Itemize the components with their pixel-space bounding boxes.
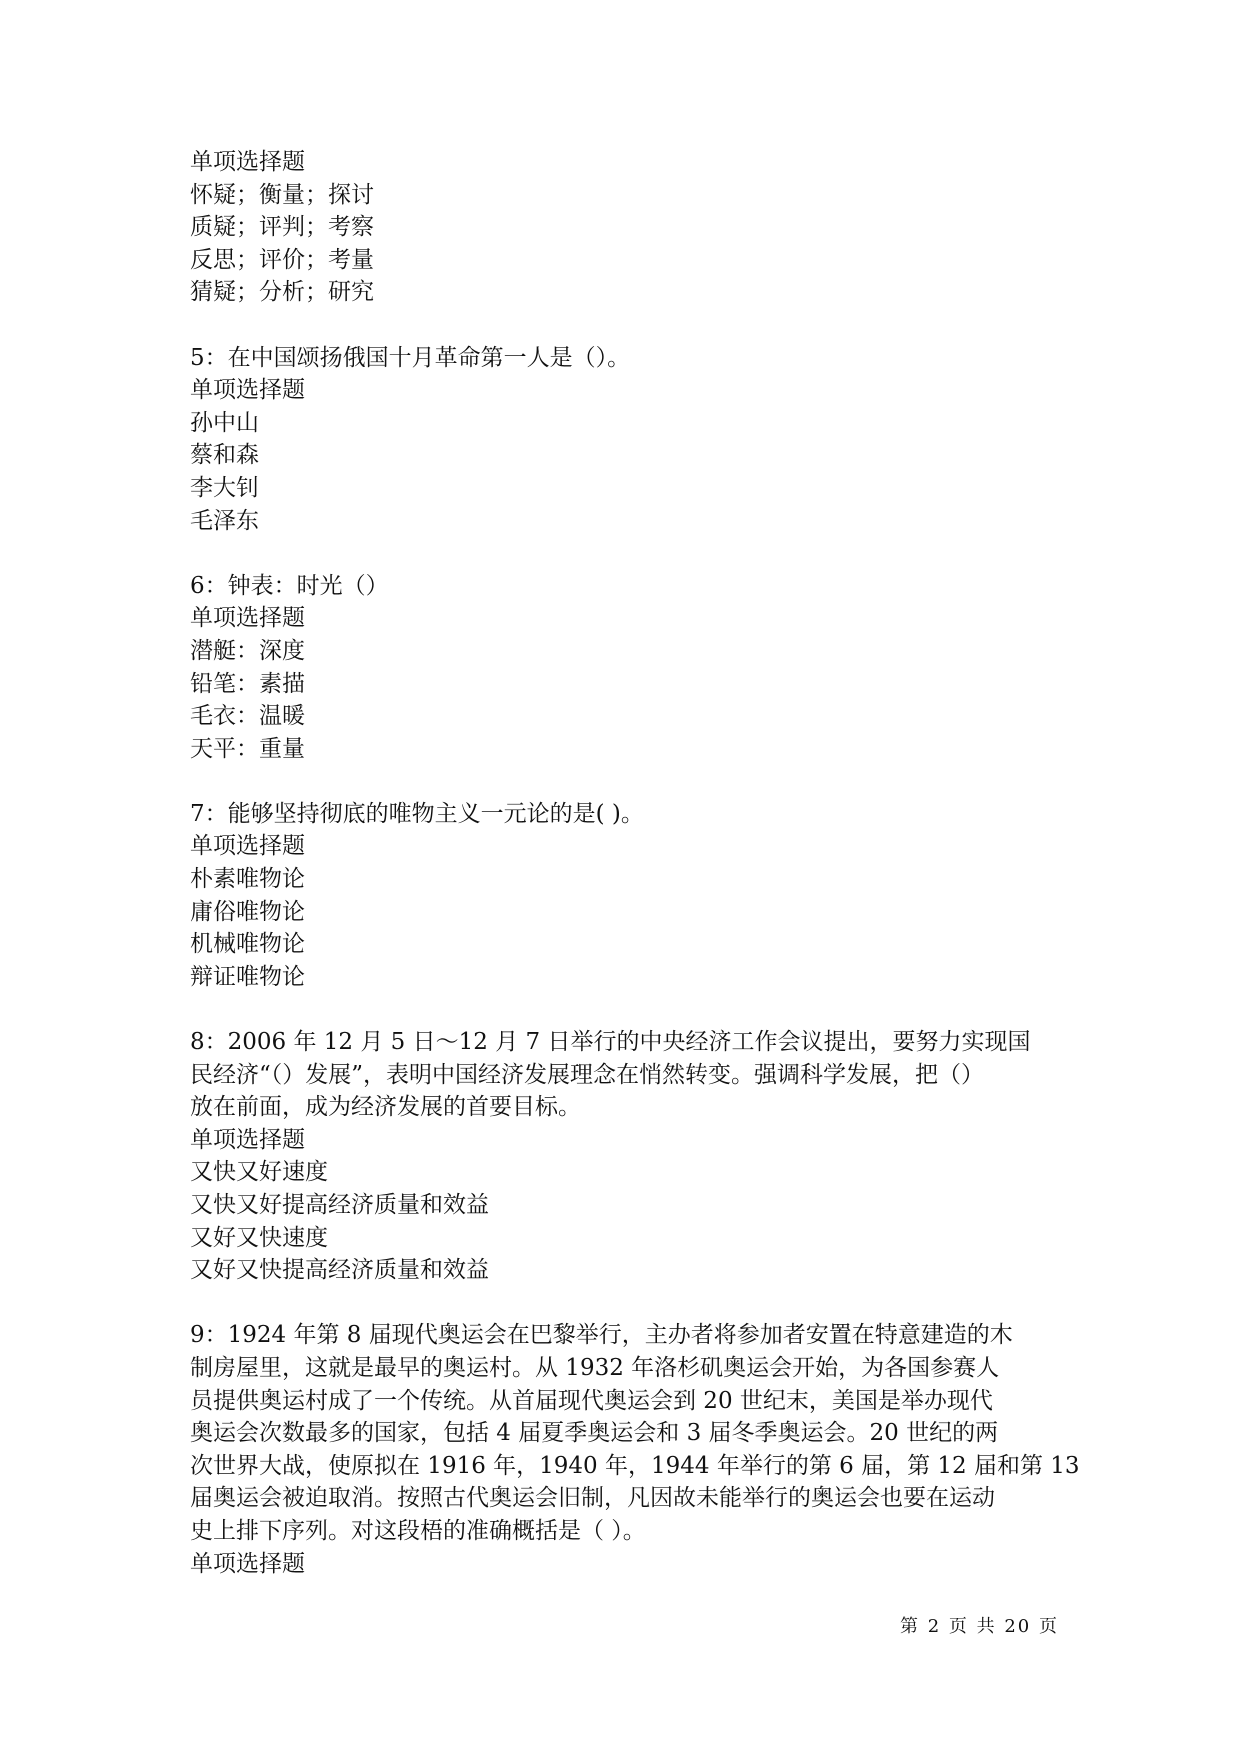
question-text-line-3: 员提供奥运村成了一个传统。从首届现代奥运会到 20 世纪末，美国是举办现代 [190,1387,993,1414]
question-type-label: 单项选择题 [190,377,305,404]
question-8-block [190,1026,1060,1287]
option-a: 朴素唯物论 [190,866,305,893]
option-a: 怀疑；衡量；探讨 [190,181,374,208]
option-d: 又好又快提高经济质量和效益 [190,1257,489,1284]
spacer [190,309,1060,342]
question-9-block [190,1319,1080,1580]
question-6-block [190,570,1060,766]
option-a: 潜艇：深度 [190,637,305,664]
spacer [190,993,1060,1026]
question-text: 6：钟表：时光（） [190,572,389,599]
option-a: 又快又好速度 [190,1159,328,1186]
option-b: 蔡和森 [190,442,259,469]
option-b: 又快又好提高经济质量和效益 [190,1192,489,1218]
option-d: 猜疑；分析；研究 [190,279,374,306]
spacer [190,1287,1060,1320]
option-b: 铅笔：素描 [190,670,305,697]
option-d: 辩证唯物论 [190,963,305,990]
question-text-line-5: 次世界大战，使原拟在 1916 年，1940 年，1944 年举行的第 6 届，第 12 届和第 13 [190,1452,1080,1479]
question-text-line-3: 放在前面，成为经济发展的首要目标。 [190,1094,581,1121]
spacer [190,537,1060,570]
option-b: 质疑；评判；考察 [190,214,374,241]
option-d: 天平：重量 [190,735,305,762]
question-text-line-2: 民经济“（）发展”，表明中国经济发展理念在悄然转变。强调科学发展，把（） [190,1061,985,1088]
question-text-line-6: 届奥运会被迫取消。按照古代奥运会旧制，凡因故未能举行的奥运会也要在运动 [190,1485,995,1512]
question-text-line-1: 9：1924 年第 8 届现代奥运会在巴黎举行，主办者将参加者安置在特意建造的木 [190,1322,1013,1349]
page-number-footer: 第 2 页 共 20 页 [900,1616,1059,1637]
option-a: 孙中山 [190,409,259,436]
spacer [190,765,1060,798]
question-4-block [190,146,1060,309]
option-b: 庸俗唯物论 [190,898,305,925]
question-text: 7：能够坚持彻底的唯物主义一元论的是( )。 [190,800,644,827]
question-type-label: 单项选择题 [190,833,305,860]
question-text-line-2: 制房屋里，这就是最早的奥运村。从 1932 年洛杉矶奥运会开始，为各国参赛人 [190,1354,1000,1381]
option-c: 机械唯物论 [190,931,305,958]
question-type-label: 单项选择题 [190,605,305,632]
option-c: 李大钊 [190,474,259,501]
option-c: 又好又快速度 [190,1224,328,1251]
question-type-label: 单项选择题 [190,1550,305,1577]
question-7-block [190,798,1060,994]
question-type-label: 单项选择题 [190,149,305,175]
question-text-line-1: 8：2006 年 12 月 5 日～12 月 7 日举行的中央经济工作会议提出，要努力实现国 [190,1029,1031,1056]
option-c: 毛衣：温暖 [190,703,305,730]
option-c: 反思；评价；考量 [190,246,374,273]
question-text: 5：在中国颂扬俄国十月革命第一人是（）。 [190,344,631,371]
question-text-line-4: 奥运会次数最多的国家，包括 4 届夏季奥运会和 3 届冬季奥运会。20 世纪的两 [190,1420,999,1447]
question-text-line-7: 史上排下序列。对这段梧的准确概括是（ ）。 [190,1517,646,1544]
option-d: 毛泽东 [190,507,259,534]
question-5-block [190,342,1060,538]
question-type-label: 单项选择题 [190,1126,305,1153]
page-content [190,146,1080,1580]
